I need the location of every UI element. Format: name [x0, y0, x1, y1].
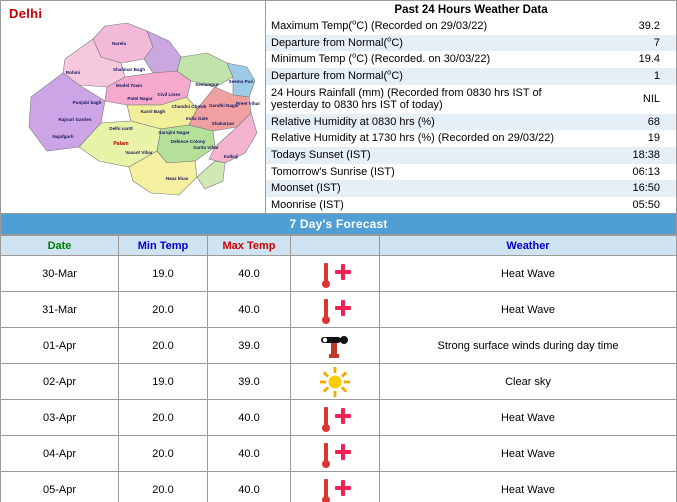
table-row: [1, 292, 677, 328]
column-header-icon: [291, 236, 380, 256]
forecast-icon-cell: [291, 400, 380, 436]
heat-wave-icon: [291, 292, 379, 327]
row-label: Moonrise (IST): [271, 199, 344, 212]
column-header-weather: Weather: [380, 236, 677, 256]
svg-text:Model Town: Model Town: [115, 83, 143, 88]
forecast-max-temp: 40.0: [208, 472, 291, 502]
forecast-min-temp: 20.0: [119, 436, 208, 472]
svg-text:Vasant Vihar: Vasant Vihar: [125, 150, 153, 155]
row-value: 18:38: [632, 149, 660, 162]
forecast-body: [1, 256, 677, 502]
forecast-icon-cell: [291, 292, 380, 328]
degree-superscript: o: [352, 50, 357, 60]
past-24-hours-panel: [266, 0, 677, 214]
table-row: [1, 328, 677, 364]
row-label: Minimum Temp ($^o$C) (Recorded. on 30/03/22): [271, 50, 491, 66]
svg-text:Sarojini Nagar: Sarojini Nagar: [158, 130, 190, 135]
table-row: [266, 180, 676, 197]
table-row: [266, 147, 676, 164]
forecast-max-temp: 40.0: [208, 400, 291, 436]
forecast-max-temp: 40.0: [208, 256, 291, 292]
table-row: [266, 130, 676, 147]
forecast-table: [0, 235, 677, 502]
table-row: [266, 85, 676, 114]
row-label: Moonset (IST): [271, 182, 341, 195]
svg-text:Sarita Vihar: Sarita Vihar: [193, 145, 219, 150]
row-label: Todays Sunset (IST): [271, 149, 371, 162]
row-value: 7: [653, 36, 660, 49]
degree-superscript: o: [352, 17, 357, 27]
past-24-hours-title: Past 24 Hours Weather Data: [394, 4, 548, 16]
forecast-title: 7 Day's Forecast: [0, 214, 677, 235]
forecast-icon-cell: [291, 364, 380, 400]
row-value: 16:50: [632, 182, 660, 195]
table-row: [266, 51, 676, 68]
row-value: 19: [647, 132, 660, 145]
forecast-min-temp: 20.0: [119, 292, 208, 328]
forecast-max-temp: 40.0: [208, 292, 291, 328]
table-row: [266, 35, 676, 52]
table-row: [1, 436, 677, 472]
row-label: Relative Humidity at 0830 hrs (%): [271, 115, 435, 128]
forecast-min-temp: 20.0: [119, 328, 208, 364]
table-row: [266, 68, 676, 85]
forecast-date: 03-Apr: [1, 400, 119, 436]
clear-sky-icon: [291, 364, 379, 399]
svg-text:Karol Bagh: Karol Bagh: [140, 109, 166, 114]
delhi-district-map: [1, 1, 266, 214]
forecast-weather: Heat Wave: [380, 472, 677, 502]
table-row: [266, 114, 676, 131]
forecast-section: [0, 214, 677, 502]
forecast-icon-cell: [291, 328, 380, 364]
svg-text:Civil Lines: Civil Lines: [157, 92, 181, 97]
degree-superscript: o: [387, 67, 392, 77]
row-label: Departure from Normal($^o$C): [271, 33, 403, 49]
forecast-min-temp: 20.0: [119, 472, 208, 502]
svg-text:Shalimar Bagh: Shalimar Bagh: [112, 67, 146, 72]
forecast-icon-cell: [291, 472, 380, 502]
svg-text:Kalkaji: Kalkaji: [223, 154, 239, 159]
column-header-date: Date: [1, 236, 119, 256]
forecast-icon-cell: [291, 436, 380, 472]
top-section: [0, 0, 677, 214]
map-title: Delhi: [9, 6, 43, 21]
heat-wave-icon: [291, 400, 379, 435]
forecast-min-temp: 19.0: [119, 364, 208, 400]
svg-text:Rohini: Rohini: [65, 70, 81, 75]
forecast-weather: Heat Wave: [380, 400, 677, 436]
heat-wave-icon: [291, 436, 379, 471]
row-value: NIL: [642, 92, 660, 105]
delhi-map-panel: [0, 0, 266, 214]
heat-wave-icon: [291, 256, 379, 291]
table-row: [1, 472, 677, 502]
table-row: [1, 400, 677, 436]
past-24-hours-table: [266, 18, 676, 214]
forecast-min-temp: 19.0: [119, 256, 208, 292]
degree-superscript: o: [387, 33, 392, 43]
row-label: Relative Humidity at 1730 hrs (%) (Recorded on 29/03/22): [271, 132, 555, 145]
forecast-min-temp: 20.0: [119, 400, 208, 436]
svg-text:Punjabi bagh: Punjabi bagh: [72, 100, 102, 105]
row-value: 68: [647, 115, 660, 128]
forecast-date: 30-Mar: [1, 256, 119, 292]
svg-text:Gandhi Nagar: Gandhi Nagar: [208, 103, 240, 108]
table-row: [266, 197, 676, 214]
forecast-icon-cell: [291, 256, 380, 292]
forecast-weather: Strong surface winds during day time: [380, 328, 677, 364]
row-value: 39.2: [638, 20, 660, 32]
row-value: 05:50: [632, 199, 660, 212]
row-value: 19.4: [638, 53, 660, 66]
svg-text:Rajouri Garden: Rajouri Garden: [58, 117, 92, 122]
forecast-date: 05-Apr: [1, 472, 119, 502]
svg-text:Palam: Palam: [113, 141, 129, 147]
svg-text:Patel Nagar: Patel Nagar: [127, 96, 153, 101]
column-header-max-temp: Max Temp: [208, 236, 291, 256]
svg-text:Hauz khas: Hauz khas: [165, 176, 189, 181]
forecast-date: 04-Apr: [1, 436, 119, 472]
forecast-date: 31-Mar: [1, 292, 119, 328]
svg-text:Preet Vihar: Preet Vihar: [235, 101, 261, 106]
svg-text:Defence Colony: Defence Colony: [170, 139, 206, 144]
svg-text:Delhi cantt: Delhi cantt: [109, 126, 133, 131]
forecast-max-temp: 39.0: [208, 364, 291, 400]
svg-text:Narela: Narela: [111, 41, 127, 46]
heat-wave-icon: [291, 472, 379, 502]
forecast-date: 02-Apr: [1, 364, 119, 400]
svg-text:Chandni Chowk: Chandni Chowk: [171, 104, 207, 109]
forecast-max-temp: 39.0: [208, 328, 291, 364]
table-row: [266, 164, 676, 181]
table-row: [1, 364, 677, 400]
forecast-weather: Heat Wave: [380, 256, 677, 292]
table-row: [1, 256, 677, 292]
row-label: Tomorrow's Sunrise (IST): [271, 165, 395, 178]
svg-text:Shakarpur: Shakarpur: [211, 121, 235, 126]
svg-text:Najafgarh: Najafgarh: [52, 134, 74, 139]
row-label: Departure from Normal($^o$C): [271, 67, 403, 82]
table-row: [266, 18, 676, 35]
svg-text:India Gate: India Gate: [185, 116, 209, 121]
svg-text:Seelampur: Seelampur: [195, 82, 219, 87]
row-value: 1: [653, 69, 660, 82]
row-label: Maximum Temp($^o$C) (Recorded on 29/03/22): [271, 17, 488, 32]
forecast-date: 01-Apr: [1, 328, 119, 364]
column-header-min-temp: Min Temp: [119, 236, 208, 256]
row-value: 06:13: [632, 165, 660, 178]
forecast-weather: Heat Wave: [380, 292, 677, 328]
forecast-max-temp: 40.0: [208, 436, 291, 472]
row-label: 24 Hours Rainfall (mm) (Recorded from 0830 hrs IST of yesterday to 0830 hrs IST of today): [271, 86, 542, 112]
strong-winds-icon: [291, 328, 379, 363]
forecast-weather: Heat Wave: [380, 436, 677, 472]
svg-text:Seema Puri: Seema Puri: [228, 79, 254, 84]
forecast-header-row: [1, 236, 677, 256]
forecast-weather: Clear sky: [380, 364, 677, 400]
